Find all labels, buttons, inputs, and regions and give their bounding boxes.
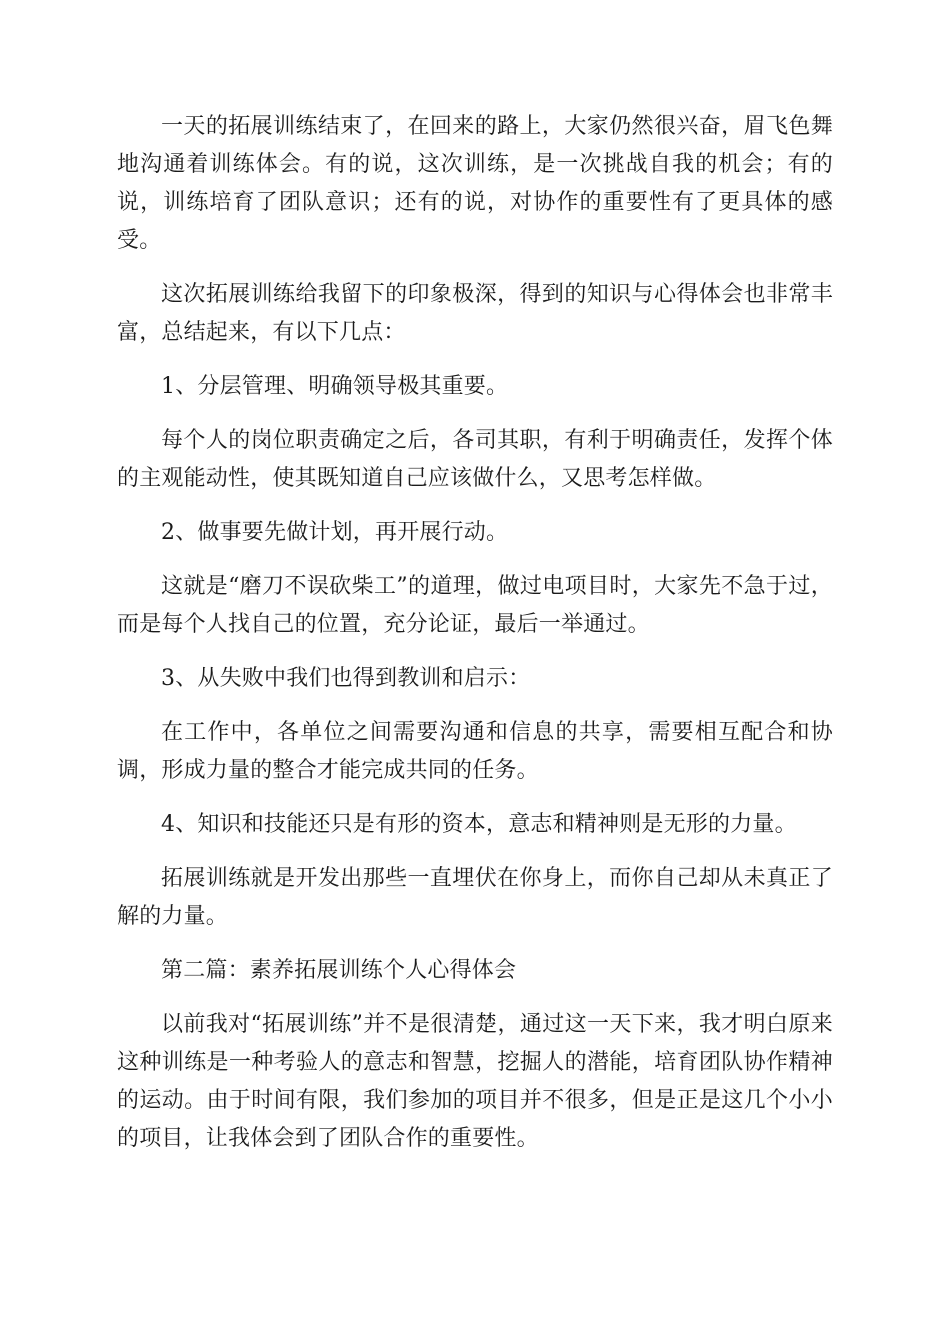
point-heading-3: 3、从失败中我们也得到教训和启示：: [161, 666, 531, 691]
point-heading-4: 4、知识和技能还只是有形的资本，意志和精神则是无形的力量。: [161, 812, 797, 837]
point-body-1: 每个人的岗位职责确定之后，各司其职，有利于明确责任，发挥个体的主观能动性，使其既知道自己应该做什么，又思考怎样做。: [117, 428, 833, 491]
document-body: [117, 108, 833, 1174]
point-body-3: 在工作中，各单位之间需要沟通和信息的共享，需要相互配合和协调，形成力量的整合才能完成共同的任务。: [117, 720, 833, 783]
point-heading-2: 2、做事要先做计划，再开展行动。: [161, 520, 509, 545]
paragraph-intro: 一天的拓展训练结束了，在回来的路上，大家仍然很兴奋，眉飞色舞地沟通着训练体会。有的说，这次训练，是一次挑战自我的机会；有的说，训练培育了团队意识；还有的说，对协作的重要性有了更具体的感受。: [117, 114, 833, 253]
point-body-2: 这就是“磨刀不误砍柴工”的道理，做过电项目时，大家先不急于过，而是每个人找自己的位置，充分论证，最后一举通过。: [117, 574, 833, 637]
section-title-part-two: 第二篇：素养拓展训练个人心得体会: [161, 958, 517, 983]
point-body-4: 拓展训练就是开发出那些一直埋伏在你身上，而你自己却从未真正了解的力量。: [117, 866, 833, 929]
paragraph-part-two-intro: 以前我对“拓展训练”并不是很清楚，通过这一天下来，我才明白原来这种训练是一种考验人的意志和智慧，挖掘人的潜能，培育团队协作精神的运动。由于时间有限，我们参加的项目并不很多，但是正是这几个小小的项目，让我体会到了团队合作的重要性。: [117, 1012, 833, 1151]
paragraph-summary: 这次拓展训练给我留下的印象极深，得到的知识与心得体会也非常丰富，总结起来，有以下几点：: [117, 282, 833, 345]
point-heading-1: 1、分层管理、明确领导极其重要。: [161, 374, 509, 399]
